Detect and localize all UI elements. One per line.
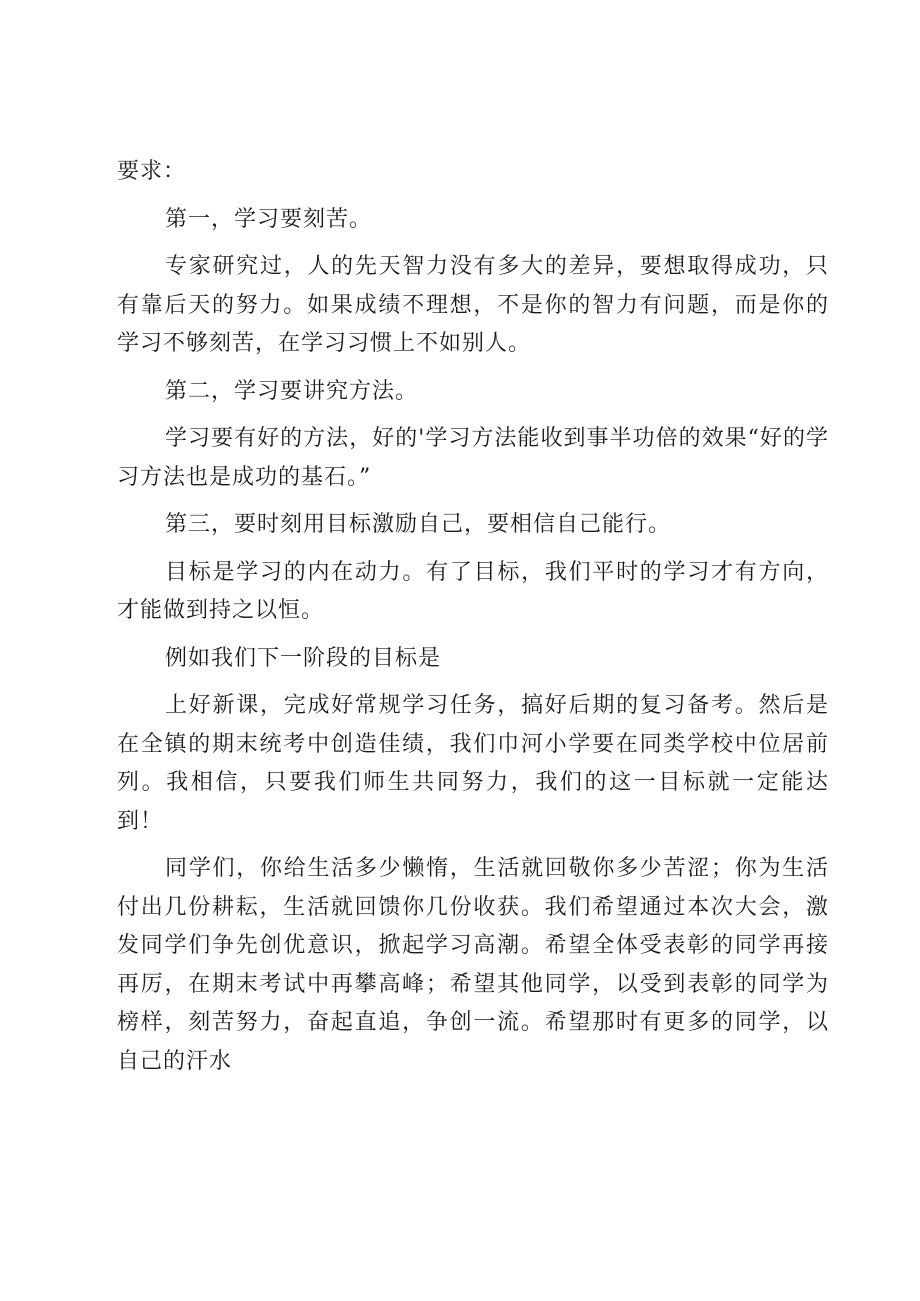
document-body bbox=[117, 153, 829, 1090]
paragraph-diligence: 专家研究过，人的先天智力没有多大的差异，要想取得成功，只有靠后天的努力。如果成绩不理想，不是你的智力有问题，而是你的学习不够刻苦，在学习习惯上不如别人。 bbox=[117, 254, 829, 356]
paragraph-requirements: 要求： bbox=[117, 159, 187, 184]
paragraph-example: 例如我们下一阶段的目标是 bbox=[165, 645, 442, 671]
paragraph-third-point: 第三，要时刻用目标激励自己，要相信自己能行。 bbox=[165, 512, 672, 537]
paragraph-closing: 同学们，你给生活多少懒惰，生活就回敬你多少苦涩；你为生活付出几份耕耘，生活就回馈你几份收获。我们希望通过本次大会，激发同学们争先创优意识，掀起学习高潮。希望全体受表彰的同学再接再厉，在期末考试中再攀高峰；希望其他同学，以受到表彰的同学为榜样，刻苦努力，奋起直追，争创一流。希望那时有更多的同学，以自己的汗水 bbox=[117, 856, 829, 1074]
paragraph-method: 学习要有好的方法，好的'学习方法能收到事半功倍的效果“好的学习方法也是成功的基石。” bbox=[117, 426, 829, 490]
paragraph-first-point: 第一，学习要刻苦。 bbox=[165, 206, 373, 232]
paragraph-second-point: 第二，学习要讲究方法。 bbox=[165, 378, 419, 404]
paragraph-targets: 上好新课，完成好常规学习任务，搞好后期的复习备考。然后是在全镇的期末统考中创造佳绩，我们巾河小学要在同类学校中位居前列。我相信，只要我们师生共同努力，我们的这一目标就一定能达到！ bbox=[117, 693, 829, 834]
paragraph-goal: 目标是学习的内在动力。有了目标，我们平时的学习才有方向，才能做到持之以恒。 bbox=[117, 559, 829, 623]
